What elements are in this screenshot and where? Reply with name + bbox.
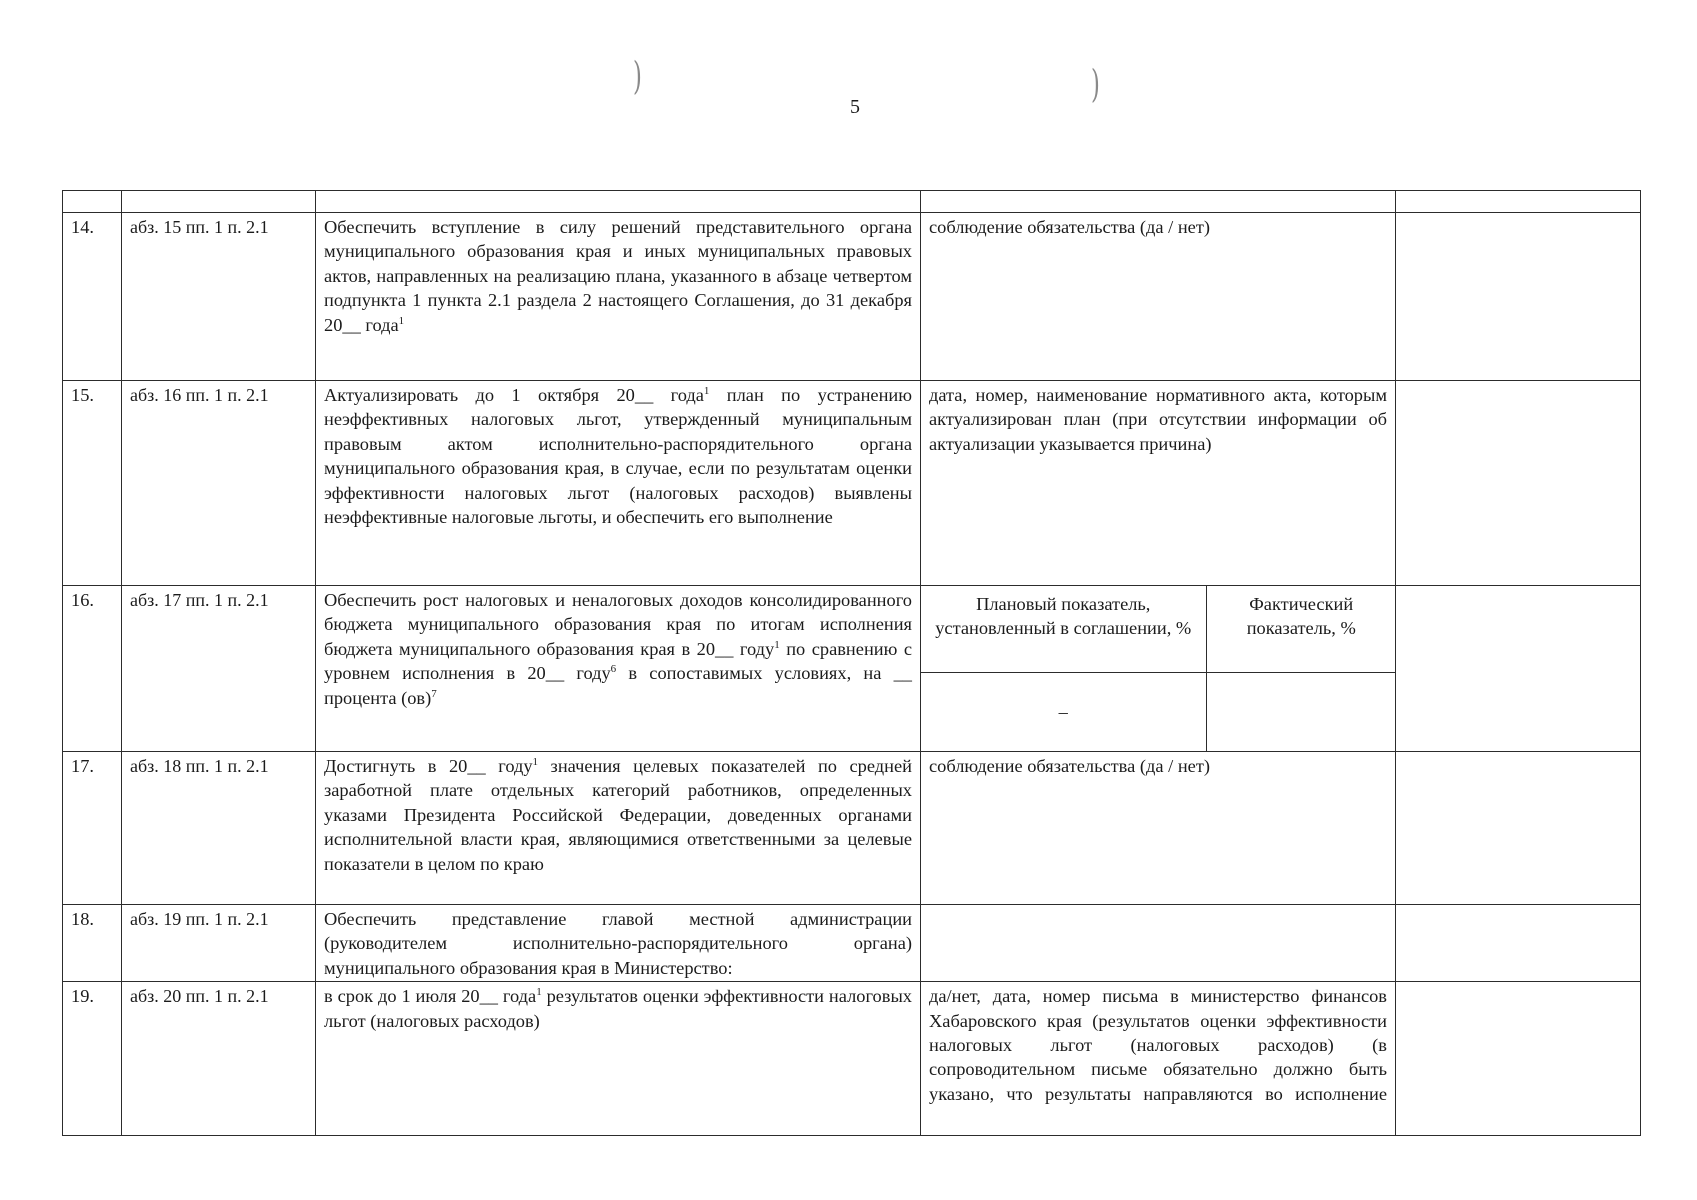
planned-indicator-value: – (921, 673, 1206, 752)
obligation-text-part: Актуализировать до 1 октября 20__ года (324, 385, 704, 405)
obligation-text (316, 982, 921, 1136)
table-cell (1396, 191, 1641, 213)
indicator-value-row (921, 673, 1396, 752)
footnote-mark: 1 (536, 986, 542, 999)
row-reference: абз. 16 пп. 1 п. 2.1 (122, 381, 316, 586)
page-number: 5 (850, 96, 860, 118)
footnote-mark: 1 (774, 638, 780, 651)
table-header-spacer-row (63, 191, 1641, 213)
footnote-mark: 1 (703, 384, 710, 397)
obligation-text-part: в сопоставимых условиях, на __ процента (ов) (324, 663, 912, 708)
empty-cell (1396, 982, 1641, 1136)
empty-cell (1396, 381, 1641, 586)
obligation-text-part: по сравнению с уровнем исполнения в 20__ году (324, 638, 913, 684)
margin-mark-left: ) (632, 54, 642, 98)
row-reference: абз. 17 пп. 1 п. 2.1 (122, 586, 316, 752)
row-reference: абз. 20 пп. 1 п. 2.1 (122, 982, 316, 1136)
table-cell (316, 191, 921, 213)
footnote-mark: 7 (431, 687, 437, 700)
row-reference: абз. 19 пп. 1 п. 2.1 (122, 905, 316, 982)
row-number: 18. (63, 905, 122, 982)
obligation-text-part: Обеспечить вступление в силу решений представительного органа муниципального образования края и иных муниципальных правовых актов, направленных на реализацию плана, указанного в абзаце четвертом подпункта 1 пункта 2.1 раздела 2 настоящего Соглашения, до 31 декабря 20__ года (324, 217, 912, 335)
obligation-text-part: Обеспечить рост налоговых и неналоговых доходов консолидированного бюджета муниципального образования края по итогам исполнения бюджета муниципального образования края в 20__ году (324, 590, 912, 659)
footnote-mark: 1 (532, 755, 539, 768)
row-number: 16. (63, 586, 122, 752)
obligation-text-part: Достигнуть в 20__ году (324, 756, 533, 776)
obligation-text: Обеспечить представление главой местной администрации (руководителем исполнительно-распорядительного органа) муниципального образования края в Министерство: (316, 905, 921, 982)
table-row (63, 213, 1641, 381)
row-number: 19. (63, 982, 122, 1136)
row-reference: абз. 18 пп. 1 п. 2.1 (122, 752, 316, 905)
obligation-text-part: план по устранению неэффективных налоговых льгот, утвержденный муниципальным правовым актом исполнительно-распорядительного органа муниципального образования края, в случае, если по результатам оценки эффективности налоговых льгот (налоговых расходов) выявлены неэффективные налоговые льготы, и обеспечить его выполнение (324, 385, 912, 528)
table-row (63, 905, 1641, 982)
table-cell (921, 191, 1396, 213)
table-row (63, 982, 1641, 1136)
row-number: 17. (63, 752, 122, 905)
evidence-text: дата, номер, наименование нормативного акта, которым актуализирован план (при отсутствии информации об актуализации указывается причина) (921, 381, 1396, 586)
empty-cell (1396, 752, 1641, 905)
obligation-text-part: в срок до 1 июля 20__ года (324, 986, 537, 1007)
table-row (63, 586, 1641, 752)
actual-indicator-header: Фактический показатель, % (1206, 586, 1396, 673)
empty-cell (1396, 905, 1641, 982)
empty-cell (1396, 213, 1641, 381)
evidence-text: соблюдение обязательства (да / нет) (921, 752, 1396, 905)
table-cell (122, 191, 316, 213)
empty-cell (1396, 586, 1641, 752)
obligations-table (62, 190, 1641, 1136)
indicator-subtable (921, 586, 1396, 751)
table-cell (63, 191, 122, 213)
row-number: 14. (63, 213, 122, 381)
obligation-text (316, 213, 921, 381)
table-row (63, 752, 1641, 905)
obligation-text-part: результатов оценки эффективности налоговых льгот (налоговых расходов) (324, 986, 912, 1031)
footnote-mark: 1 (398, 314, 405, 327)
indicator-header-row (921, 586, 1396, 673)
row-reference: абз. 15 пп. 1 п. 2.1 (122, 213, 316, 381)
evidence-text: да/нет, дата, номер письма в министерство финансов Хабаровского края (результатов оценки эффективности налоговых льгот (налоговых расходов) (в сопроводительном письме обязательно должно быть указано, что результаты направляются во исполнение (921, 982, 1396, 1136)
indicator-cell (921, 586, 1396, 752)
planned-indicator-header: Плановый показатель, установленный в соглашении, % (921, 586, 1206, 673)
margin-mark-right: ) (1090, 62, 1100, 106)
table-row (63, 381, 1641, 586)
obligation-text (316, 752, 921, 905)
obligation-text-part: значения целевых показателей по средней заработной плате отдельных категорий работников, определенных указами Президента Российской Федерации, доведенных органами исполнительной власти края, являющимися ответственными за целевые показатели в целом по краю (324, 756, 912, 874)
footnote-mark: 6 (610, 663, 617, 676)
actual-indicator-value (1206, 673, 1396, 752)
obligation-text (316, 381, 921, 586)
evidence-text (921, 905, 1396, 982)
obligation-text (316, 586, 921, 752)
evidence-text: соблюдение обязательства (да / нет) (921, 213, 1396, 381)
row-number: 15. (63, 381, 122, 586)
